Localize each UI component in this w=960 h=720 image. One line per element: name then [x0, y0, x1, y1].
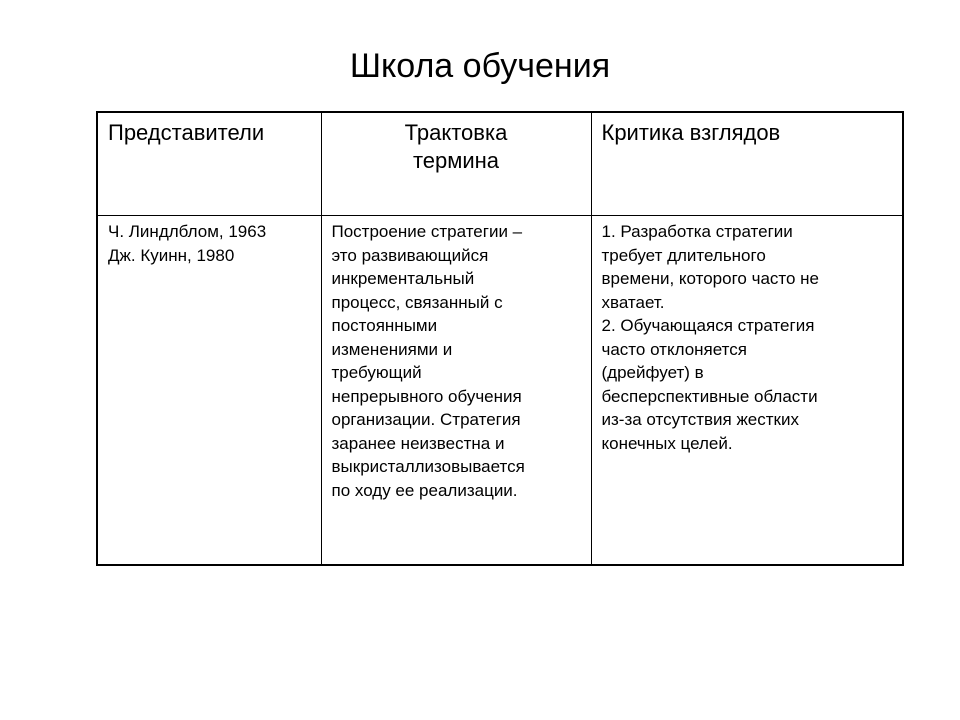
interpretation-line: выкристаллизовывается — [331, 457, 525, 476]
header-interpretation-line: Трактовка — [404, 120, 508, 145]
representative-entry: Дж. Куинн, 1980 — [108, 245, 235, 265]
interpretation-line: по ходу ее реализации. — [331, 480, 518, 500]
header-criticism — [591, 112, 903, 216]
header-criticism-label: Критика взглядов — [601, 120, 781, 145]
criticism-line: бесперспективные области — [601, 386, 818, 406]
cell-criticism — [591, 216, 903, 566]
interpretation-line: заранее неизвестна и — [331, 433, 505, 453]
criticism-line: хватает. — [601, 292, 665, 312]
criticism-line: конечных целей. — [601, 433, 733, 453]
criticism-line: часто отклоняется — [601, 339, 747, 359]
cell-interpretation — [321, 216, 591, 566]
interpretation-line: инкрементальный — [331, 269, 475, 288]
strategy-school-table — [96, 111, 904, 566]
cell-representatives — [97, 216, 321, 566]
table-row — [97, 216, 903, 566]
criticism-line: 2. Обучающаяся стратегия — [601, 316, 815, 335]
criticism-line: времени, которого часто не — [601, 269, 820, 288]
criticism-line: 1. Разработка стратегии — [601, 222, 793, 241]
interpretation-line: Построение стратегии – — [331, 222, 523, 241]
header-representatives — [97, 112, 321, 216]
interpretation-line: требующий — [331, 363, 422, 382]
table-header-row — [97, 112, 903, 216]
criticism-line: из-за отсутствия жестких — [601, 410, 799, 429]
criticism-line: (дрейфует) в — [601, 363, 704, 382]
slide-title: Школа обучения — [349, 47, 611, 85]
interpretation-line: организации. Стратегия — [331, 410, 521, 429]
interpretation-line: постоянными — [331, 316, 438, 335]
header-interpretation — [321, 112, 591, 216]
interpretation-line: это развивающийся — [331, 245, 489, 265]
representative-entry: Ч. Линдлблом, 1963 — [108, 222, 267, 241]
header-representatives-label: Представители — [108, 120, 265, 145]
interpretation-line: непрерывного обучения — [331, 386, 522, 406]
header-interpretation-line: термина — [412, 148, 500, 173]
interpretation-line: процесс, связанный с — [331, 292, 503, 312]
interpretation-line: изменениями и — [331, 339, 453, 359]
criticism-line: требует длительного — [601, 245, 766, 265]
